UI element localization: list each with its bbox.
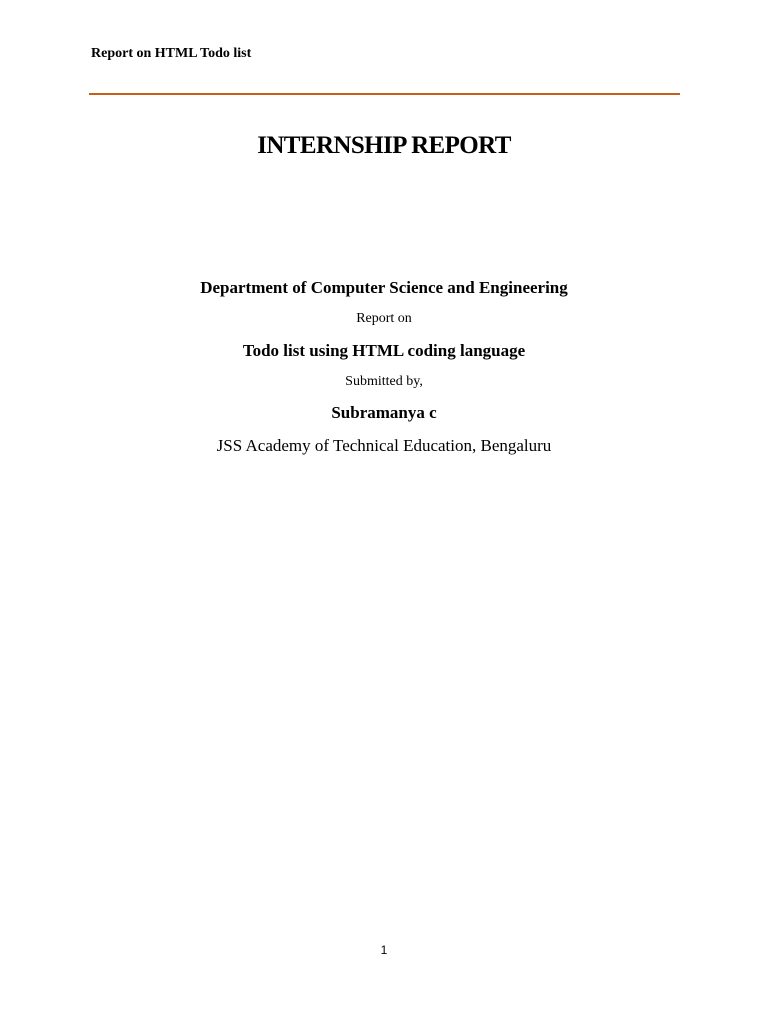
project-title: Todo list using HTML coding language: [242, 341, 526, 360]
author-name: Subramanya c: [331, 403, 437, 422]
department-name: Department of Computer Science and Engineering: [200, 278, 568, 297]
submitted-by-label: Submitted by,: [345, 374, 423, 389]
header-divider: [89, 93, 680, 95]
page-number: 1: [380, 943, 388, 957]
report-title: INTERNSHIP REPORT: [257, 132, 511, 159]
institution-name: JSS Academy of Technical Education, Bengaluru: [216, 436, 552, 455]
running-header: Report on HTML Todo list: [91, 46, 252, 61]
report-on-label: Report on: [356, 311, 412, 326]
